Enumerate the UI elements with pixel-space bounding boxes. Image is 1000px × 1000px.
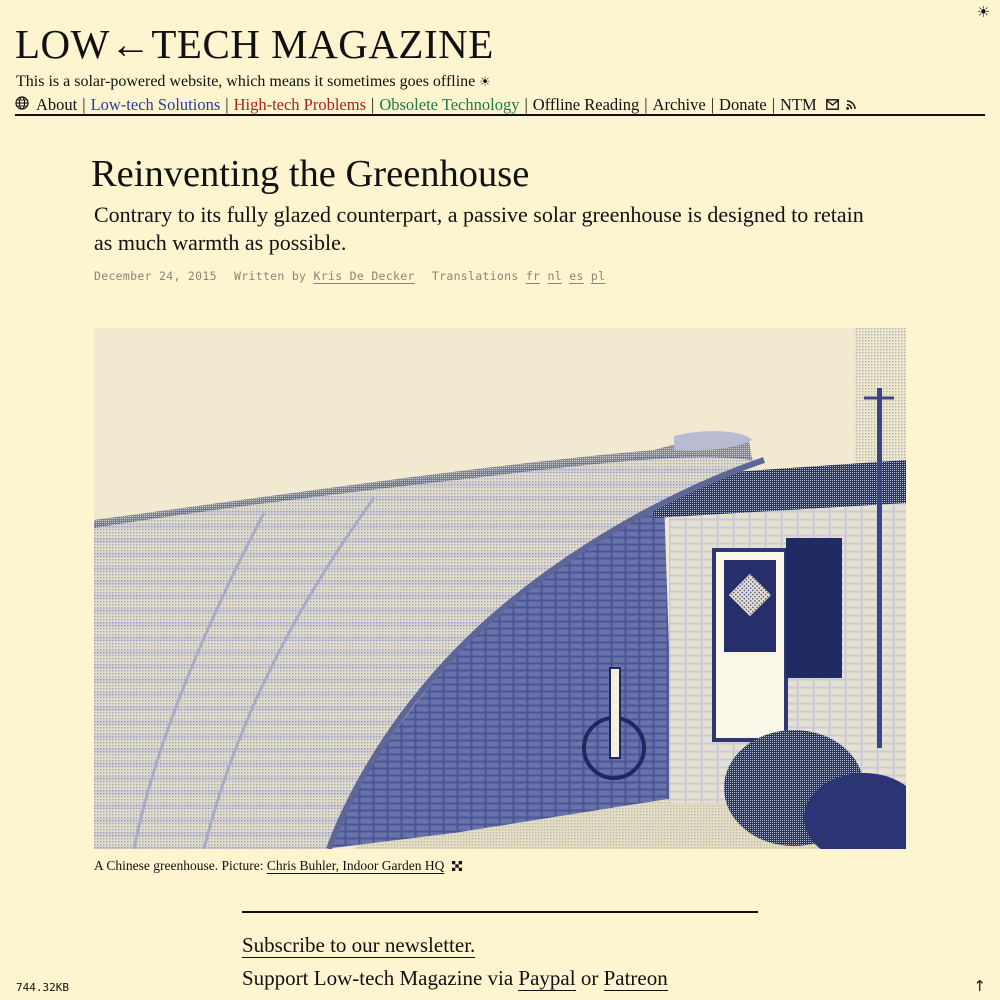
translation-link-fr[interactable]: fr bbox=[525, 269, 541, 283]
translation-link-nl[interactable]: nl bbox=[547, 269, 562, 283]
paypal-link[interactable]: Paypal bbox=[518, 966, 576, 990]
author-link[interactable]: Kris De Decker bbox=[313, 269, 415, 283]
nav-donate[interactable]: Donate bbox=[719, 95, 767, 114]
translation-link-es[interactable]: es bbox=[569, 269, 584, 283]
tagline bbox=[16, 72, 985, 93]
translation-link-pl[interactable]: pl bbox=[590, 269, 606, 283]
site-logo[interactable]: LOW←TECH MAGAZINE bbox=[15, 21, 494, 67]
greenhouse-illustration bbox=[94, 328, 906, 849]
header-divider bbox=[15, 114, 985, 116]
nav-separator: | bbox=[225, 95, 229, 114]
globe-icon[interactable] bbox=[15, 94, 29, 116]
figure-caption bbox=[94, 857, 462, 876]
nav-separator: | bbox=[644, 95, 648, 114]
support-section bbox=[242, 965, 668, 991]
sun-icon[interactable]: ☀ bbox=[976, 3, 990, 21]
sun-icon: ☀ bbox=[479, 75, 491, 90]
site-header bbox=[15, 22, 985, 116]
nav-ntm[interactable]: NTM bbox=[780, 95, 817, 114]
rss-icon[interactable] bbox=[846, 94, 856, 116]
nav-high-tech-problems[interactable]: High-tech Problems bbox=[233, 95, 367, 114]
tagline-text: This is a solar-powered website, which means it sometimes goes offline bbox=[16, 73, 476, 90]
nav-separator: | bbox=[710, 95, 715, 114]
nav-about[interactable]: About bbox=[36, 95, 78, 114]
support-or: or bbox=[580, 966, 599, 990]
written-by-label: Written by bbox=[234, 269, 307, 283]
support-text: Support Low-tech Magazine via bbox=[242, 966, 514, 990]
caption-text: A Chinese greenhouse. Picture: bbox=[94, 858, 264, 873]
article-meta bbox=[94, 268, 907, 284]
article-header bbox=[91, 150, 907, 284]
main-nav bbox=[15, 94, 985, 116]
nav-separator: | bbox=[771, 95, 775, 114]
article-title: Reinventing the Greenhouse bbox=[91, 153, 530, 195]
nav-separator: | bbox=[82, 95, 86, 114]
mail-icon[interactable] bbox=[826, 94, 839, 116]
nav-separator: | bbox=[524, 95, 528, 114]
newsletter-section bbox=[242, 932, 475, 958]
footer-divider bbox=[242, 911, 758, 913]
translations-label: Translations bbox=[431, 269, 519, 283]
nav-archive[interactable]: Archive bbox=[652, 95, 706, 114]
article-date: December 24, 2015 bbox=[94, 269, 217, 283]
nav-offline-reading[interactable]: Offline Reading bbox=[532, 95, 640, 114]
back-to-top-arrow-icon[interactable]: ↑ bbox=[973, 977, 986, 995]
nav-obsolete-technology[interactable]: Obsolete Technology bbox=[379, 95, 520, 114]
image-credit-link[interactable]: Chris Buhler, Indoor Garden HQ bbox=[266, 858, 445, 873]
article-lede: Contrary to its fully glazed counterpart, a passive solar greenhouse is designed to retain as much warmth as possible. bbox=[94, 202, 864, 255]
subscribe-newsletter-link[interactable]: Subscribe to our newsletter. bbox=[242, 933, 476, 957]
dither-toggle-icon[interactable] bbox=[452, 858, 462, 876]
patreon-link[interactable]: Patreon bbox=[603, 966, 668, 990]
nav-low-tech-solutions[interactable]: Low-tech Solutions bbox=[90, 95, 221, 114]
nav-separator: | bbox=[371, 95, 375, 114]
page-size-indicator: 744.32KB bbox=[16, 981, 69, 994]
hero-image[interactable] bbox=[94, 328, 906, 849]
